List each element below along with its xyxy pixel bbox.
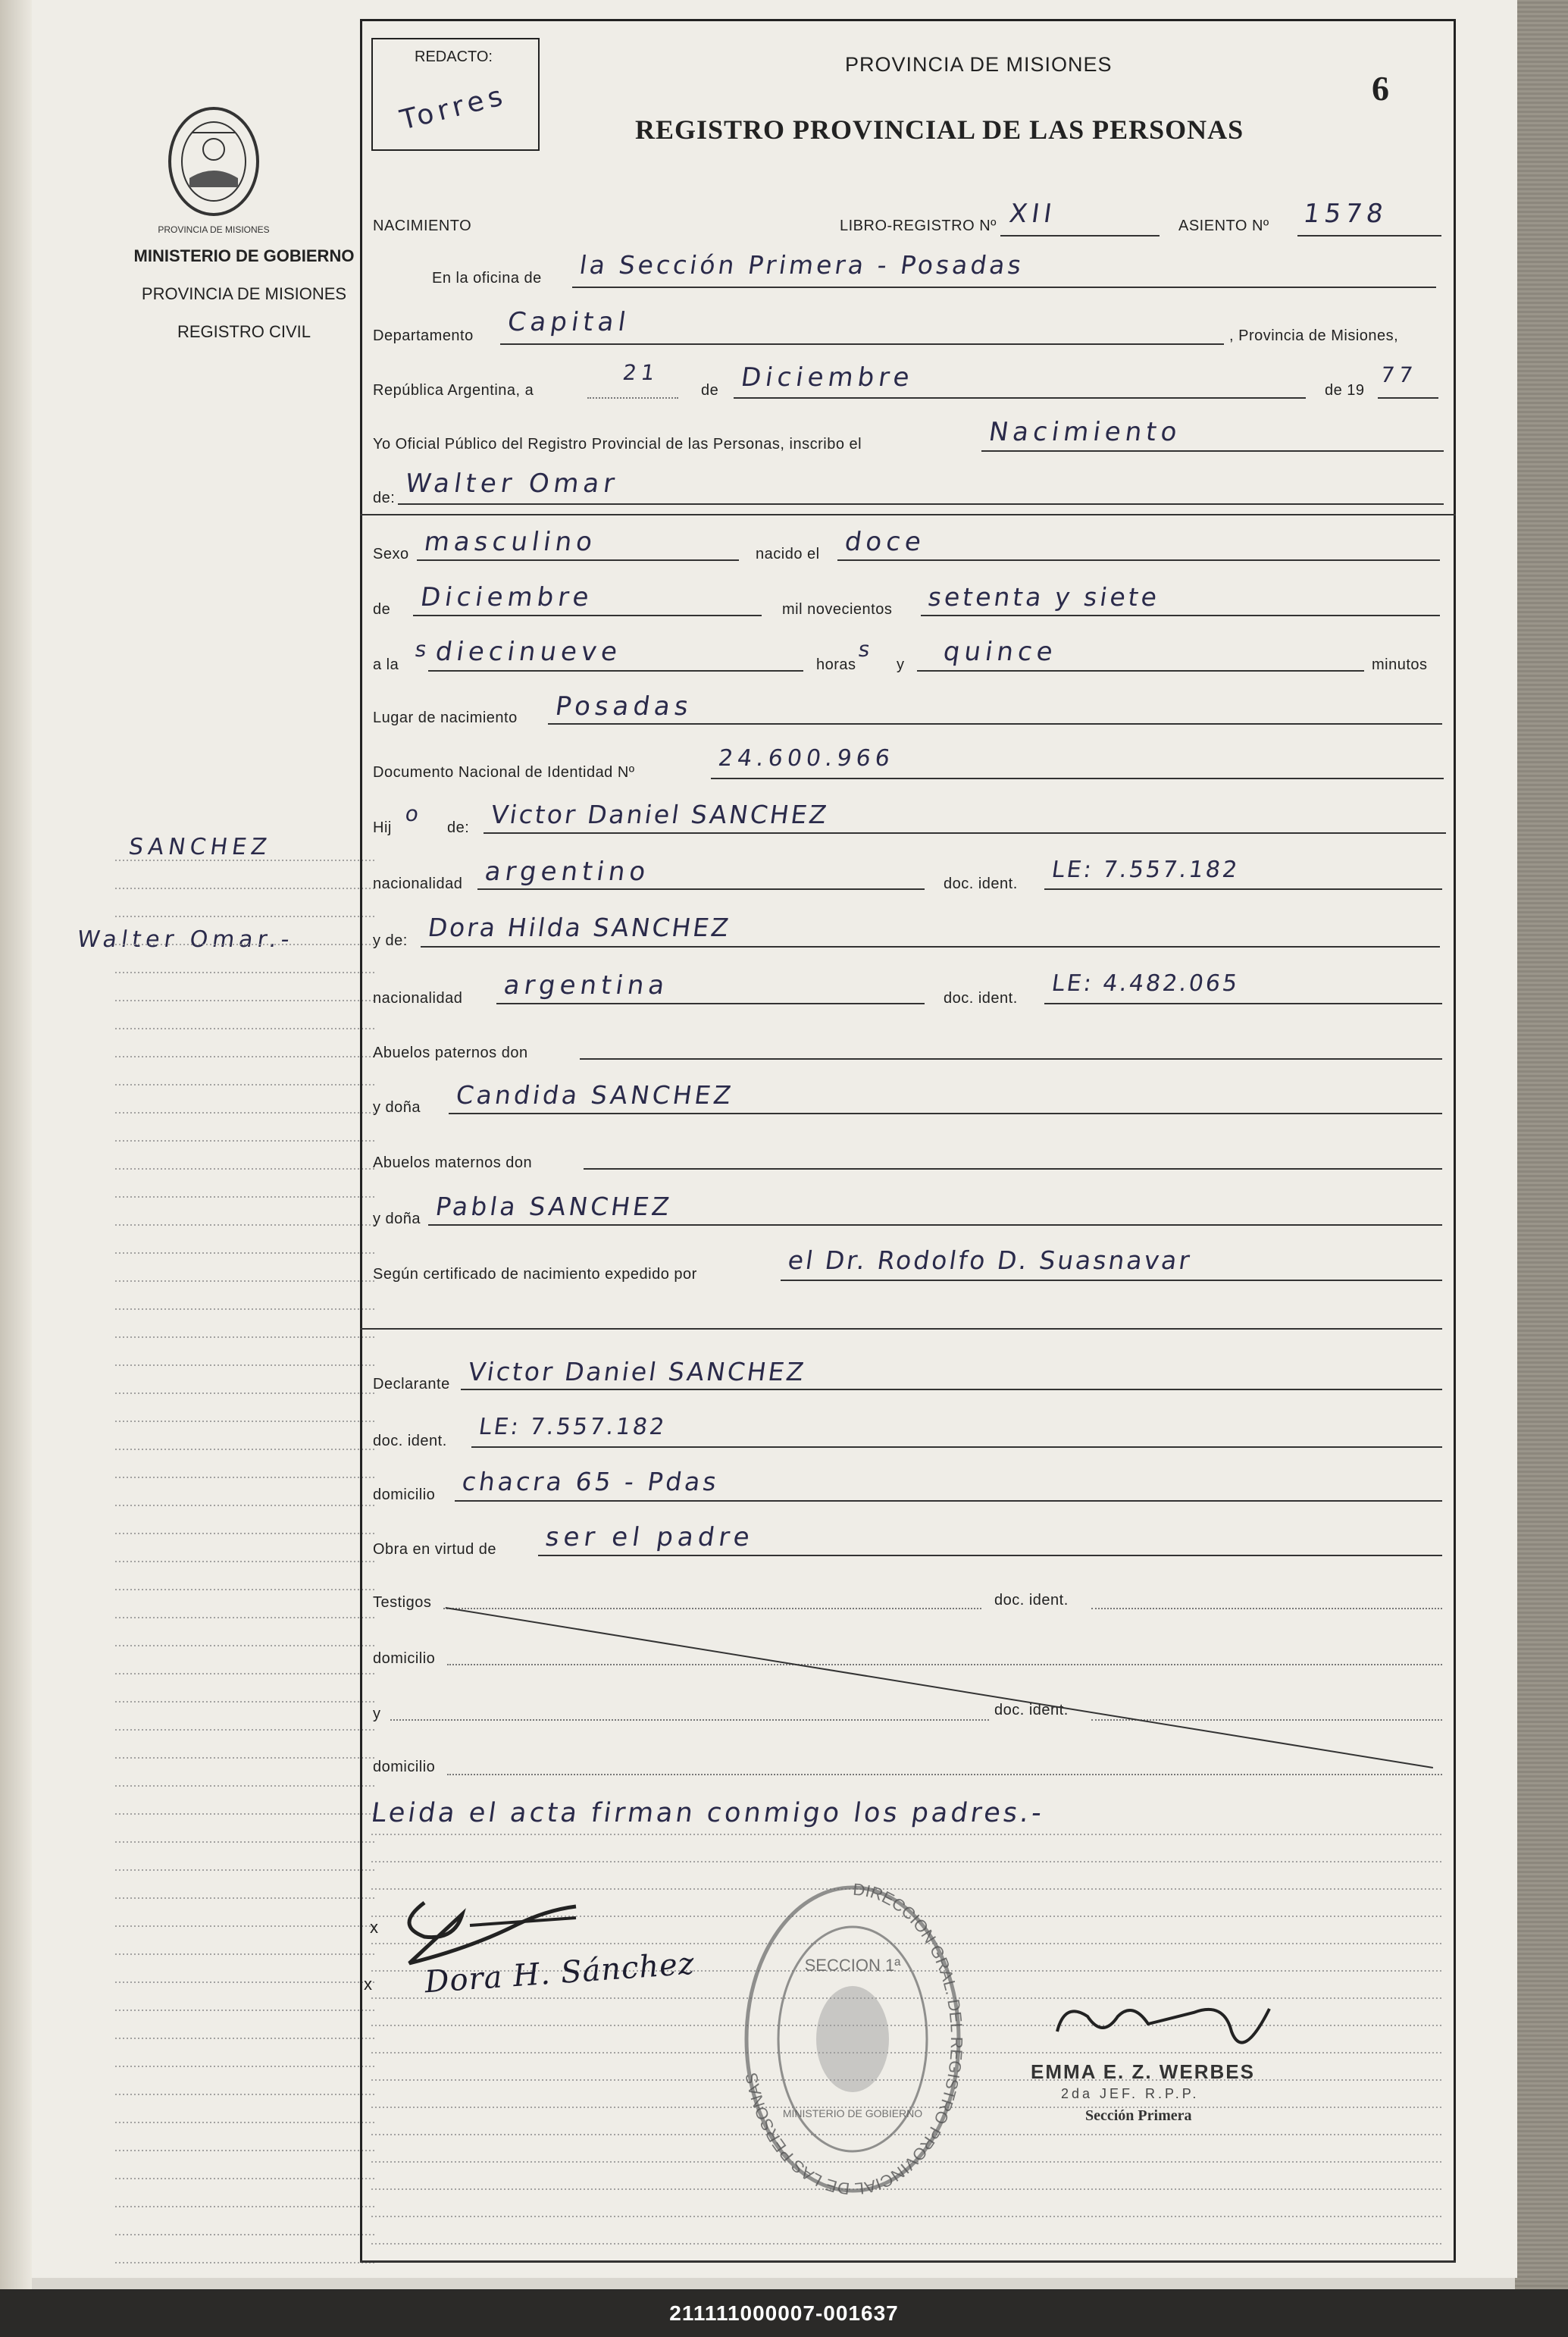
- label-declarante: Declarante: [373, 1376, 450, 1392]
- label-segun: Según certificado de nacimiento expedido por: [373, 1266, 697, 1283]
- label-provincia: , Provincia de Misiones,: [1229, 327, 1399, 344]
- label-x-2: x: [364, 1975, 373, 1994]
- label-horas: horas: [816, 656, 856, 673]
- margin-given-names: Walter Omar.-: [75, 926, 296, 953]
- redacto-value: Torres: [397, 80, 510, 136]
- label-sexo: Sexo: [373, 546, 409, 562]
- official-role: 2da JEF. R.P.P.: [1061, 2086, 1200, 2101]
- value-padre: Victor Daniel SANCHEZ: [489, 800, 831, 829]
- value-madre: Dora Hilda SANCHEZ: [426, 913, 733, 942]
- value-dia: 21: [621, 360, 661, 385]
- book-spine: [0, 0, 32, 2289]
- label-a-la: a la: [373, 656, 399, 673]
- label-doc-testigo1: doc. ident.: [994, 1592, 1069, 1609]
- label-y-testigo2: y: [373, 1706, 381, 1722]
- book-cloth-edge: [1515, 0, 1568, 2289]
- value-mes: Diciembre: [739, 362, 916, 393]
- page-number: 6: [1372, 69, 1389, 108]
- label-y-minutos: y: [897, 656, 905, 673]
- label-hij: Hij: [373, 819, 392, 836]
- label-domicilio-testigo2: domicilio: [373, 1759, 436, 1775]
- label-de-padre: de:: [447, 819, 470, 836]
- label-de-19: de 19: [1325, 382, 1365, 399]
- value-horas-suffix: s: [856, 637, 876, 662]
- redacto-label: REDACTO:: [415, 49, 493, 65]
- label-doc-padre: doc. ident.: [944, 876, 1018, 892]
- label-y-de: y de:: [373, 932, 408, 949]
- label-departamento: Departamento: [373, 327, 474, 344]
- value-certificado: el Dr. Rodolfo D. Suasnavar: [786, 1245, 1194, 1275]
- label-nacionalidad-madre: nacionalidad: [373, 990, 463, 1007]
- ministry-name: MINISTERIO DE GOBIERNO: [133, 246, 355, 265]
- value-anio-letras: setenta y siete: [926, 582, 1162, 612]
- label-de-nombre: de:: [373, 490, 396, 506]
- label-de-mes: de: [701, 382, 719, 399]
- ministry-registro-civil: REGISTRO CIVIL: [177, 322, 311, 341]
- label-nacimiento: NACIMIENTO: [373, 218, 472, 234]
- value-obra: ser el padre: [543, 1522, 756, 1552]
- label-domicilio-declarante: domicilio: [373, 1486, 436, 1503]
- label-mil-novecientos: mil novecientos: [782, 601, 893, 618]
- label-obra: Obra en virtud de: [373, 1541, 497, 1558]
- value-leida: Leida el acta firman conmigo los padres.-: [369, 1798, 1047, 1828]
- label-nacido-el: nacido el: [756, 546, 820, 562]
- label-y-dona-materna: y doña: [373, 1211, 421, 1227]
- label-dni: Documento Nacional de Identidad Nº: [373, 764, 635, 781]
- stamp-section: SECCION 1ª: [804, 1956, 901, 1975]
- value-asiento: 1578: [1301, 199, 1390, 229]
- value-horas-letras: diecinueve: [433, 637, 624, 667]
- registry-stamp: [739, 1880, 966, 2198]
- label-abuelos-paternos: Abuelos paternos don: [373, 1045, 528, 1061]
- label-x-1: x: [370, 1918, 379, 1937]
- value-lugar: Posadas: [553, 691, 695, 722]
- value-nombre: Walter Omar: [403, 468, 621, 499]
- footer-id: 211111000007-001637: [669, 2301, 899, 2325]
- value-libro: XII: [1007, 199, 1059, 229]
- value-hij-suffix: o: [403, 801, 425, 826]
- value-abuela-paterna: Candida SANCHEZ: [454, 1080, 736, 1110]
- value-dni: 24.600.966: [716, 745, 897, 772]
- stamp-inner: MINISTERIO DE GOBIERNO: [782, 2107, 923, 2119]
- ministry-seal-label: PROVINCIA DE MISIONES: [158, 224, 270, 235]
- value-nacido-el: doce: [843, 527, 928, 557]
- value-anio: 77: [1379, 362, 1419, 387]
- label-minutos: minutos: [1372, 656, 1428, 673]
- value-abuela-materna: Pabla SANCHEZ: [433, 1192, 674, 1221]
- label-yo-oficial: Yo Oficial Público del Registro Provincial de las Personas, inscribo el: [373, 436, 862, 453]
- value-oficina: la Sección Primera - Posadas: [577, 250, 1026, 280]
- label-domicilio-testigo1: domicilio: [373, 1650, 436, 1667]
- registry-stamp-icon: [739, 1880, 966, 2198]
- label-doc-declarante: doc. ident.: [373, 1433, 447, 1449]
- official-name: EMMA E. Z. WERBES: [1031, 2060, 1255, 2083]
- label-y-dona-paterna: y doña: [373, 1099, 421, 1116]
- province-title: PROVINCIA DE MISIONES: [845, 53, 1113, 76]
- stamp-outer-text: DIRECCION GRAL. DEL REGISTRO PROVINCIAL DE LAS PERSONAS: [741, 1880, 966, 2198]
- label-oficina: En la oficina de: [432, 270, 542, 287]
- left-margin-column: [32, 0, 358, 2278]
- official-signature-icon: [1042, 1986, 1292, 2069]
- ministry-province: PROVINCIA DE MISIONES: [141, 284, 347, 303]
- value-doc-padre: LE: 7.557.182: [1050, 857, 1241, 883]
- value-inscribo: Nacimiento: [987, 417, 1184, 447]
- value-departamento: Capital: [505, 307, 633, 337]
- label-lugar: Lugar de nacimiento: [373, 710, 518, 726]
- value-declarante: Victor Daniel SANCHEZ: [466, 1357, 808, 1386]
- value-domicilio-declarante: chacra 65 - Pdas: [460, 1467, 721, 1496]
- label-abuelos-maternos: Abuelos maternos don: [373, 1154, 533, 1171]
- registry-title: REGISTRO PROVINCIAL DE LAS PERSONAS: [635, 114, 1244, 145]
- margin-surname: SANCHEZ: [127, 834, 274, 860]
- margin-ruled-lines: [85, 0, 380, 2278]
- value-sexo: masculino: [422, 527, 599, 557]
- label-testigos: Testigos: [373, 1594, 432, 1611]
- value-nac-madre: argentina: [502, 970, 671, 1001]
- label-doc-testigo2: doc. ident.: [994, 1702, 1069, 1718]
- official-section: Sección Primera: [1085, 2107, 1192, 2124]
- value-a-las-suffix: s: [413, 637, 433, 662]
- mother-signature: Dora H. Sánchez: [423, 1946, 696, 2000]
- label-libro: LIBRO-REGISTRO Nº: [840, 218, 997, 234]
- value-doc-declarante: LE: 7.557.182: [477, 1414, 668, 1440]
- label-nacionalidad-padre: nacionalidad: [373, 876, 463, 892]
- value-minutos-letras: quince: [941, 637, 1059, 667]
- label-doc-madre: doc. ident.: [944, 990, 1018, 1007]
- label-asiento: ASIENTO Nº: [1178, 218, 1269, 234]
- label-de-mes-nac: de: [373, 601, 391, 618]
- value-mes-nac: Diciembre: [418, 582, 596, 612]
- label-republica: República Argentina, a: [373, 382, 534, 399]
- value-nac-padre: argentino: [483, 857, 653, 887]
- value-doc-madre: LE: 4.482.065: [1050, 970, 1241, 997]
